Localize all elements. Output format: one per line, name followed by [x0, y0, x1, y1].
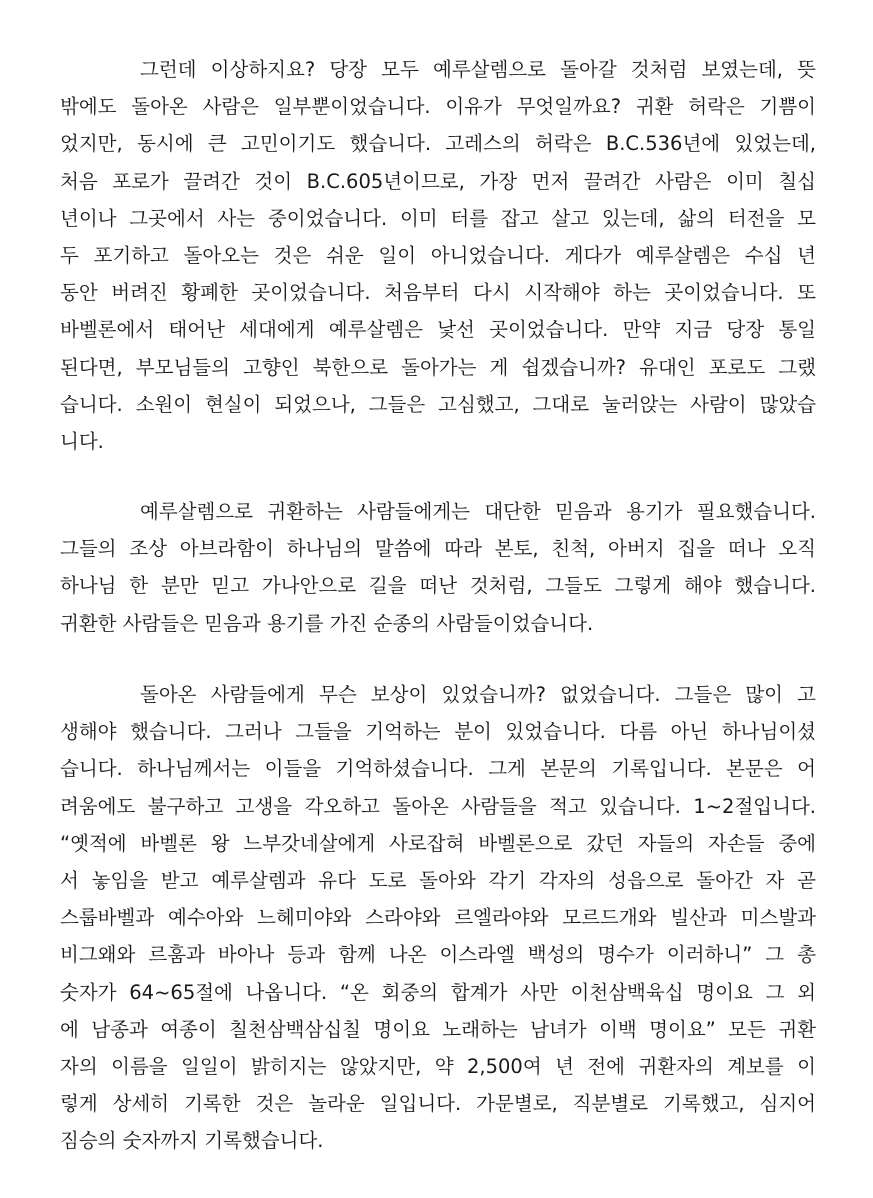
text-line: 바벨론에서 태어난 세대에게 예루살렘은 낯선 곳이었습니다. 만약 지금 당장 통일 — [60, 318, 816, 342]
text-line: 처음 포로가 끌려간 것이 B.C.605년이므로, 가장 먼저 끌려간 사람은 이미 칠십 — [60, 169, 816, 193]
paragraph-return-dilemma — [60, 51, 816, 460]
text-line: 동안 버려진 황폐한 곳이었습니다. 처음부터 다시 시작해야 하는 곳이었습니다. 또 — [60, 281, 816, 305]
text-line: 렇게 상세히 기록한 것은 놀라운 일입니다. 가문별로, 직분별로 기록했고, 심지어 — [60, 1092, 816, 1116]
text-line: 밖에도 돌아온 사람은 일부뿐이었습니다. 이유가 무엇일까요? 귀환 허락은 기쁨이 — [60, 95, 816, 119]
paragraph-remembered-by-god — [60, 676, 816, 1159]
text-line: 두 포기하고 돌아오는 것은 쉬운 일이 아니었습니다. 게다가 예루살렘은 수십 년 — [60, 243, 816, 267]
text-line: 생해야 했습니다. 그러나 그들을 기억하는 분이 있었습니다. 다름 아닌 하나님이셨 — [60, 720, 816, 744]
text-line: 자의 이름을 일일이 밝히지는 않았지만, 약 2,500여 년 전에 귀환자의 계보를 이 — [60, 1054, 816, 1078]
text-line: 하나님 한 분만 믿고 가나안으로 길을 떠난 것처럼, 그들도 그렇게 해야 했습니다. — [60, 574, 816, 598]
text-line: 스룹바벨과 예수아와 느헤미야와 스라야와 르엘라야와 모르드개와 빌산과 미스발과 — [60, 906, 816, 930]
text-line: 그런데 이상하지요? 당장 모두 예루살렘으로 돌아갈 것처럼 보였는데, 뜻 — [140, 58, 816, 81]
text-line: 에 남종과 여종이 칠천삼백삼십칠 명이요 노래하는 남녀가 이백 명이요” 모든 귀환 — [60, 1017, 816, 1041]
text-line: 습니다. 소원이 현실이 되었으나, 그들은 고심했고, 그대로 눌러앉는 사람이 많았습 — [60, 392, 816, 416]
text-line: 었지만, 동시에 큰 고민이기도 했습니다. 고레스의 허락은 B.C.536년에 있었는데, — [60, 132, 816, 156]
text-line: 년이나 그곳에서 사는 중이었습니다. 이미 터를 잡고 살고 있는데, 삶의 터전을 모 — [60, 206, 816, 230]
text-line: 된다면, 부모님들의 고향인 북한으로 돌아가는 게 쉽겠습니까? 유대인 포로도 그랬 — [60, 355, 816, 379]
text-line: 려움에도 불구하고 고생을 각오하고 돌아온 사람들을 적고 있습니다. 1~2절입니다. — [60, 794, 816, 818]
text-line: 짐승의 숫자까지 기록했습니다. — [60, 1129, 324, 1153]
text-line: 돌아온 사람들에게 무슨 보상이 있었습니까? 없었습니다. 그들은 많이 고 — [140, 683, 816, 706]
text-line: 니다. — [60, 429, 104, 453]
text-line: 귀환한 사람들은 믿음과 용기를 가진 순종의 사람들이었습니다. — [60, 611, 594, 635]
text-line: 숫자가 64~65절에 나옵니다. “온 회중의 합계가 사만 이천삼백육십 명이요 그 외 — [60, 980, 816, 1004]
text-line: 그들의 조상 아브라함이 하나님의 말씀에 따라 본토, 친척, 아버지 집을 떠나 오직 — [60, 537, 816, 561]
text-line: “옛적에 바벨론 왕 느부갓네살에게 사로잡혀 바벨론으로 갔던 자들의 자손들 중에 — [60, 831, 816, 855]
text-line: 비그왜와 르훔과 바아나 등과 함께 나온 이스라엘 백성의 명수가 이러하니” 그 총 — [60, 943, 816, 967]
paragraph-faith-and-courage — [60, 493, 816, 642]
text-line: 습니다. 하나님께서는 이들을 기억하셨습니다. 그게 본문의 기록입니다. 본문은 어 — [60, 757, 816, 781]
text-line: 서 놓임을 받고 예루살렘과 유다 도로 돌아와 각기 각자의 성읍으로 돌아간 자 곧 — [60, 868, 816, 892]
text-line: 예루살렘으로 귀환하는 사람들에게는 대단한 믿음과 용기가 필요했습니다. — [140, 500, 816, 523]
